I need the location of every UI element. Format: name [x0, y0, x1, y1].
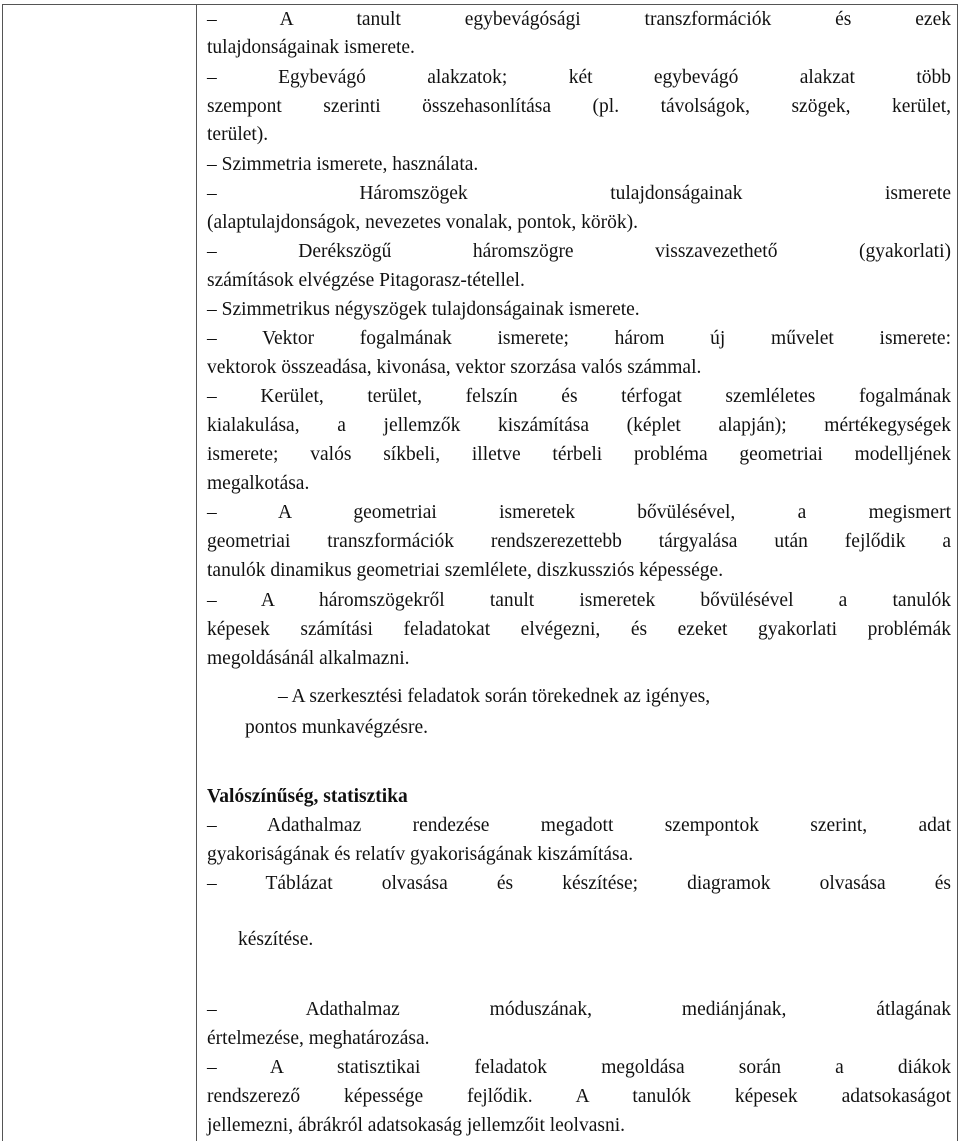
text-line: – Adathalmaz rendezése megadott szempontok szerint, adat [207, 815, 951, 836]
text-line: kialakulása, a jellemzők kiszámítása (képlet alapján); mértékegységek [207, 415, 951, 436]
text-line: – Vektor fogalmának ismerete; három új művelet ismerete: [207, 328, 951, 349]
text-line: – Derékszögű háromszögre visszavezethető (gyakorlati) [207, 241, 951, 262]
text-line: ismerete; valós síkbeli, illetve térbeli probléma geometriai modelljének [207, 444, 951, 465]
section-heading: Valószínűség, statisztika [207, 786, 408, 807]
text-line: terület). [207, 124, 269, 145]
text-line: pontos munkavégzésre. [245, 717, 429, 738]
text-line: – Szimmetria ismerete, használata. [207, 154, 479, 175]
table-left-column [2, 4, 197, 1141]
text-line: – Kerület, terület, felszín és térfogat szemléletes fogalmának [207, 386, 951, 407]
text-line: vektorok összeadása, kivonása, vektor szorzása valós számmal. [207, 357, 702, 378]
text-line: rendszerező képessége fejlődik. A tanulók képesek adatsokaságot [207, 1086, 951, 1107]
text-line: képesek számítási feladatokat elvégezni, és ezeket gyakorlati problémák [207, 619, 951, 640]
text-line: – Szimmetrikus négyszögek tulajdonságainak ismerete. [207, 299, 640, 320]
text-line: megalkotása. [207, 473, 310, 494]
text-line: – A tanult egybevágósági transzformációk és ezek [207, 9, 951, 30]
text-line: – Táblázat olvasása és készítése; diagramok olvasása és [207, 873, 951, 894]
text-line: szempont szerinti összehasonlítása (pl. távolságok, szögek, kerület, [207, 96, 951, 117]
text-line: – A háromszögekről tanult ismeretek bővülésével a tanulók [207, 590, 951, 611]
text-line: – A statisztikai feladatok megoldása során a diákok [207, 1057, 951, 1078]
text-line: értelmezése, meghatározása. [207, 1028, 430, 1049]
text-line: gyakoriságának és relatív gyakoriságának kiszámítása. [207, 844, 634, 865]
text-line: geometriai transzformációk rendszerezettebb tárgyalása után fejlődik a [207, 531, 951, 552]
text-line: tanulók dinamikus geometriai szemlélete, diszkussziós képessége. [207, 560, 724, 581]
text-line: – Adathalmaz móduszának, mediánjának, átlagának [207, 999, 951, 1020]
text-line: megoldásánál alkalmazni. [207, 648, 410, 669]
text-line: – Háromszögek tulajdonságainak ismerete [207, 183, 951, 204]
text-line: tulajdonságainak ismerete. [207, 37, 415, 58]
text-line: – A geometriai ismeretek bővülésével, a megismert [207, 502, 951, 523]
text-line: (alaptulajdonságok, nevezetes vonalak, pontok, körök). [207, 212, 639, 233]
text-line: készítése. [238, 929, 314, 950]
text-line: számítások elvégzése Pitagorasz-tétellel. [207, 270, 525, 291]
text-line: – Egybevágó alakzatok; két egybevágó alakzat több [207, 67, 951, 88]
text-line: jellemezni, ábrákról adatsokaság jellemzőit leolvasni. [207, 1115, 626, 1136]
text-line: – A szerkesztési feladatok során törekednek az igényes, [278, 686, 711, 707]
